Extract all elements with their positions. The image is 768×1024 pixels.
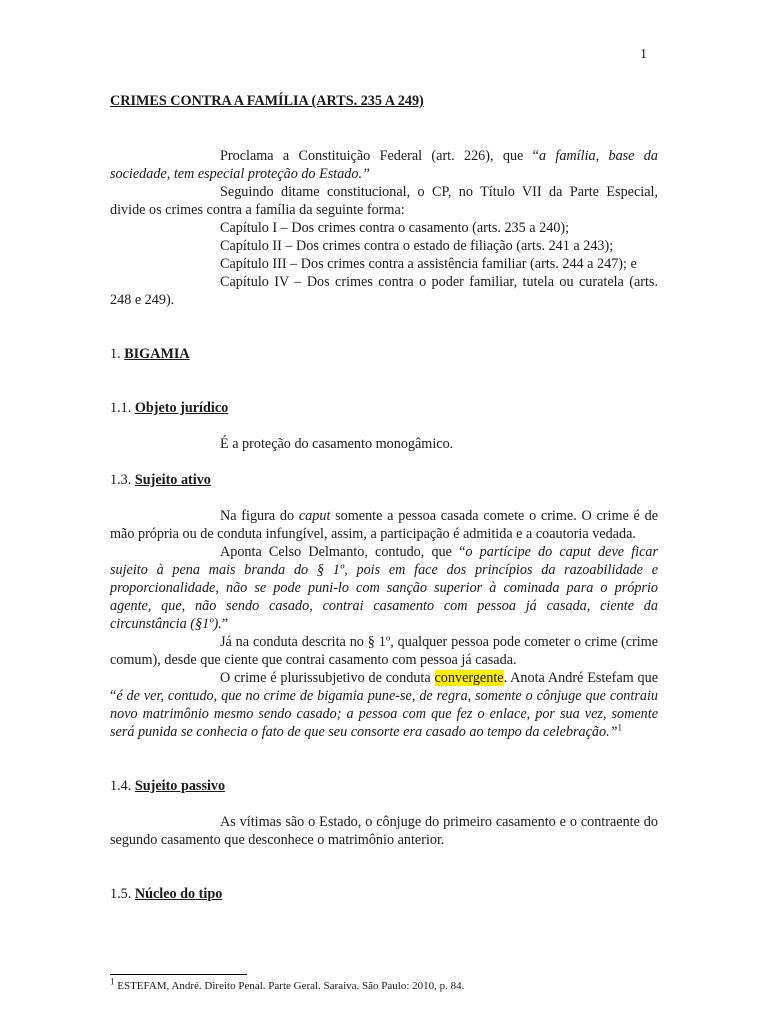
sujeito-ativo-paragraph-4: O crime é plurissubjetivo de conduta convergente. Anota André Estefam que “é de ver, contudo, que no crime de bigamia pune-se, de regra, somente o cônjuge que contraiu novo matrimônio mesmo sendo casado; a pessoa com que fez o enlace, por sua vez, somente será punida se conhecia o fato de que seu consorte era casado ao tempo da celebração.”$^1$ — [110, 670, 658, 740]
intro-paragraph-2: Seguindo ditame constitucional, o CP, no Título VII da Parte Especial, divide os crimes contra a família da seguinte forma: — [110, 184, 658, 218]
footnote: $^1$ ESTEFAM, André. Direito Penal. Parte Geral. Saraiva. São Paulo: 2010, p. 84. — [110, 976, 465, 992]
section-heading-sujeito-ativo: 1.3. Sujeito ativo — [110, 472, 211, 488]
highlighted-word: convergente — [434, 670, 504, 686]
delmanto-quote: o partícipe do caput deve ficar sujeito à pena mais branda do § 1º, pois em face dos princípios da razoabilidade e proporcionalidade, não se pode puni-lo com sanção superior à cominada para o próprio agente, que, não sendo casado, contrai casamento com pessoa já casada, ciente da circunstância (§1º). — [110, 544, 658, 632]
sujeito-passivo-text: As vítimas são o Estado, o cônjuge do primeiro casamento e o contraente do segundo casamento que desconhece o matrimônio anterior. — [110, 814, 658, 848]
section-heading-nucleo-do-tipo: 1.5. Núcleo do tipo — [110, 886, 223, 902]
section-heading-bigamia: 1. BIGAMIA — [110, 346, 190, 362]
chapter-item: Capítulo I – Dos crimes contra o casamento (arts. 235 a 240); — [220, 220, 570, 236]
page-number: 1 — [640, 47, 647, 62]
document-body — [110, 92, 658, 903]
estefam-quote: é de ver, contudo, que no crime de bigamia pune-se, de regra, somente o cônjuge que contraiu novo matrimônio mesmo sendo casado; a pessoa com que fez o enlace, por sua vez, somente será punida se conhecia o fato de que seu consorte era casado ao tempo da celebração.” — [110, 688, 658, 740]
sujeito-ativo-paragraph-3: Já na conduta descrita no § 1º, qualquer pessoa pode cometer o crime (crime comum), desde que ciente que contrai casamento com pessoa já casada. — [110, 634, 658, 668]
chapter-item: Capítulo IV – Dos crimes contra o poder familiar, tutela ou curatela (arts. 248 e 249). — [110, 274, 658, 308]
sujeito-ativo-paragraph-1: Na figura do caput somente a pessoa casada comete o crime. O crime é de mão própria ou de conduta infungível, assim, a participação é admitida e a coautoria vedada. — [110, 508, 658, 542]
chapter-item: Capítulo III – Dos crimes contra a assistência familiar (arts. 244 a 247); e — [220, 256, 637, 272]
objeto-juridico-text: É a proteção do casamento monogâmico. — [220, 436, 454, 452]
section-heading-sujeito-passivo: 1.4. Sujeito passivo — [110, 778, 226, 794]
document-title: CRIMES CONTRA A FAMÍLIA (ARTS. 235 A 249) — [110, 93, 424, 109]
chapter-item: Capítulo II – Dos crimes contra o estado de filiação (arts. 241 a 243); — [220, 238, 614, 254]
section-heading-objeto-juridico: 1.1. Objeto jurídico — [110, 400, 229, 416]
footnote-reference[interactable]: 1 — [617, 722, 623, 733]
sujeito-ativo-paragraph-2: Aponta Celso Delmanto, contudo, que “o partícipe do caput deve ficar sujeito à pena mais branda do § 1º, pois em face dos princípios da razoabilidade e proporcionalidade, não se pode puni-lo com sanção superior à cominada para o próprio agente, que, não sendo casado, contrai casamento com pessoa já casada, ciente da circunstância (§1º).” — [110, 544, 658, 632]
intro-paragraph-1: Proclama a Constituição Federal (art. 226), que “a família, base da sociedade, tem especial proteção do Estado.” — [110, 148, 658, 182]
intro-quote: a família, base da sociedade, tem especial proteção do Estado.” — [110, 148, 658, 182]
footnote-separator — [110, 974, 247, 975]
